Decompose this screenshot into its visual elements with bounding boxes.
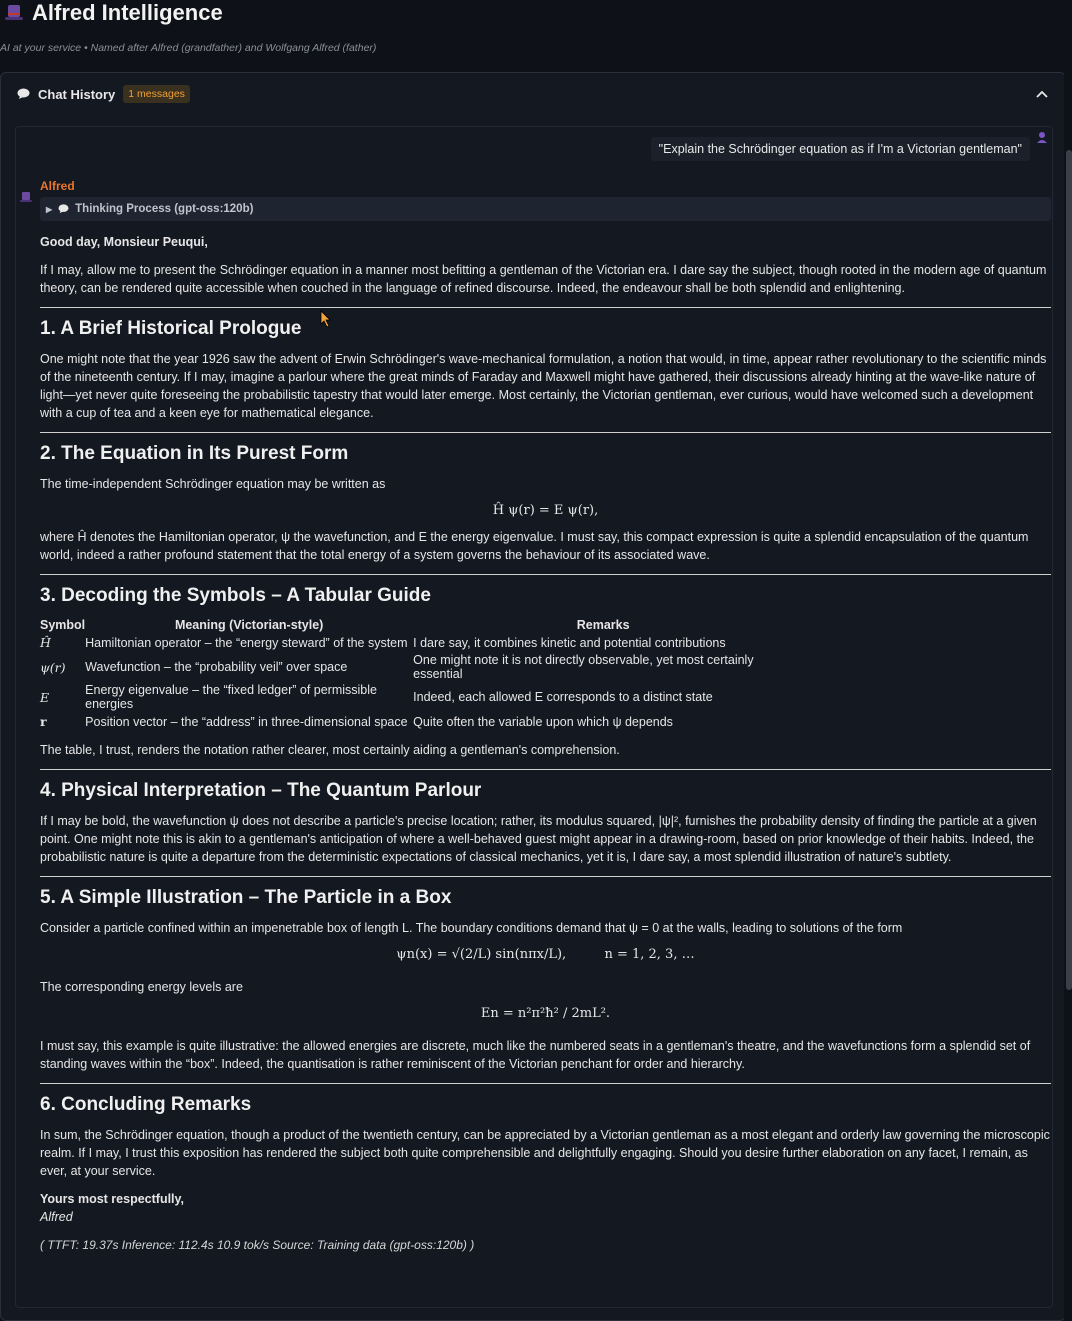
app-title xyxy=(4,0,223,26)
message-count-badge: 1 messages xyxy=(123,85,190,103)
divider xyxy=(40,769,1051,770)
table-cell: Wavefunction – the “probability veil” over space xyxy=(85,660,348,674)
section-paragraph: If I may be bold, the wavefunction ψ does not describe a particle's precise location; rather, its modulus squared, |ψ|², furnishes the probability density of finding the particle at a given point. One might note this is akin to a gentleman's anticipation of where a well-behaved guest might appear in a drawing-room, based on prior knowledge of their habits. Indeed, the probabilistic nature is quite a departure from the deterministic expectations of classical mechanics, yet it is, I dare say, a most splendid illustration of nature's subtlety. xyxy=(40,814,1037,864)
table-cell: E xyxy=(40,689,50,705)
user-message-row xyxy=(16,127,1052,169)
section-heading: 2. The Equation in Its Purest Form xyxy=(40,443,349,464)
table-row xyxy=(40,633,793,652)
top-hat-icon xyxy=(4,3,24,23)
intro-paragraph: If I may, allow me to present the Schrödinger equation in a manner most befitting a gentleman of the Victorian era. I dare say the subject, though rooted in the modern age of quantum theory, can be rendered quite accessible when couched in the language of refined discourse. Indeed, the endeavour shall be both splendid and enlightening. xyxy=(40,263,1047,295)
divider xyxy=(40,1083,1051,1084)
section-heading: 1. A Brief Historical Prologue xyxy=(40,318,302,339)
chat-history-header[interactable] xyxy=(17,85,190,103)
greeting: Good day, Monsieur Peuqui, xyxy=(40,235,208,249)
assistant-name: Alfred xyxy=(40,179,75,193)
speech-bubble-icon xyxy=(17,88,30,100)
inference-stats: ( TTFT: 19.37s Inference: 112.4s 10.9 tok/s Source: Training data (gpt-oss:120b) ) xyxy=(40,1238,475,1252)
section-paragraph: I must say, this example is quite illustrative: the allowed energies are discrete, much like the numbered seats in a gentleman's theatre, and the wavefunctions form a splendid set of standing waves within the “box”. Indeed, the quantisation is rather reminiscent of the Victorian penchant for order and hierarchy. xyxy=(40,1039,1031,1071)
equation xyxy=(40,947,1051,962)
assistant-message xyxy=(40,179,1051,1252)
table-cell: Quite often the variable upon which ψ depends xyxy=(413,714,673,729)
section-paragraph: One might note that the year 1926 saw the advent of Erwin Schrödinger's wave-mechanical formulation, a notion that would, in time, appear rather revolutionary to the scientific minds of the nineteenth century. If I may, imagine a parlour where the great minds of Faraday and Maxwell might have gathered, their discussions already hinting at the wave-like nature of light—yet never quite foreseeing the probabilistic tapestry that would later emerge. Most certainly, the Victorian gentleman, ever curious, would have welcomed such a development with a cup of tea and a keen eye for mathematical elegance. xyxy=(40,352,1047,420)
signature: Alfred xyxy=(40,1210,73,1224)
thinking-process-toggle[interactable] xyxy=(40,197,1051,221)
symbol-table xyxy=(40,617,793,731)
equation-rhs: n = 1, 2, 3, … xyxy=(604,947,695,962)
divider xyxy=(40,307,1051,308)
section-paragraph: The time-independent Schrödinger equation may be written as xyxy=(40,477,386,491)
table-cell: Ĥ xyxy=(40,635,51,650)
section-heading: 5. A Simple Illustration – The Particle in a Box xyxy=(40,887,452,908)
app-header xyxy=(0,0,1072,72)
expand-triangle-icon: ▶ xyxy=(46,204,53,214)
section-paragraph: The corresponding energy levels are xyxy=(40,980,243,994)
table-header: Meaning (Victorian-style) xyxy=(174,618,324,632)
page-scrollbar[interactable] xyxy=(1064,70,1072,1319)
thinking-label: Thinking Process (gpt-oss:120b) xyxy=(75,203,254,215)
equation-lhs: ψn(x) = √(2/L) sin(nπx/L), xyxy=(396,947,567,962)
assistant-avatar-icon xyxy=(20,191,32,203)
section-paragraph: where Ĥ denotes the Hamiltonian operator, ψ the wavefunction, and E the energy eigenvalue. I must say, this compact expression is quite a splendid encapsulation of the quantum world, indeed a rather profound statement that the total energy of a system governs the behaviour of its associated wave. xyxy=(40,530,1029,562)
chat-messages-container[interactable] xyxy=(15,126,1053,1308)
table-cell: Position vector – the “address” in three-dimensional space xyxy=(85,714,408,729)
app-title-text: Alfred Intelligence xyxy=(32,0,223,25)
table-header: Symbol xyxy=(40,618,86,632)
chat-history-label: Chat History xyxy=(38,86,116,102)
equation: Ĥ ψ(r) = E ψ(r), xyxy=(492,503,599,518)
user-message: "Explain the Schrödinger equation as if I'm a Victorian gentleman" xyxy=(651,137,1030,161)
section-paragraph: In sum, the Schrödinger equation, though a product of the twentieth century, can be appreciated by a Victorian gentleman as a most elegant and orderly law governing the microscopic realm. If I may, I trust this exposition has rendered the subject both quite comprehensible and delightfully engaging. Should you desire further elaboration on any facet, I remain, as ever, at your service. xyxy=(40,1128,1050,1178)
divider xyxy=(40,432,1051,433)
section-heading: 6. Concluding Remarks xyxy=(40,1094,252,1115)
table-header: Remarks xyxy=(576,618,630,632)
signoff: Yours most respectfully, xyxy=(40,1192,185,1206)
section-heading: 4. Physical Interpretation – The Quantum Parlour xyxy=(40,780,482,801)
table-cell: One might note it is not directly observable, yet most certainly essential xyxy=(413,653,754,681)
table-cell: ψ(r) xyxy=(40,659,66,675)
table-cell: Indeed, each allowed E corresponds to a distinct state xyxy=(413,690,713,704)
chevron-up-icon[interactable] xyxy=(1035,87,1049,101)
table-cell: r xyxy=(40,714,47,729)
section-paragraph: Consider a particle confined within an impenetrable box of length L. The boundary conditions demand that ψ = 0 at the walls, leading to solutions of the form xyxy=(40,921,903,935)
equation: En = n²π²ħ² / 2mL². xyxy=(480,1006,611,1021)
speech-bubble-icon xyxy=(58,204,69,214)
mouse-cursor-icon xyxy=(320,310,332,328)
chat-history-panel xyxy=(0,72,1066,1321)
app-subtitle: AI at your service • Named after Alfred (grandfather) and Wolfgang Alfred (father) xyxy=(0,42,377,54)
divider xyxy=(40,574,1051,575)
section-paragraph: The table, I trust, renders the notation rather clearer, most certainly aiding a gentleman's comprehension. xyxy=(40,743,620,757)
section-heading: 3. Decoding the Symbols – A Tabular Guide xyxy=(40,585,431,606)
table-cell: I dare say, it combines kinetic and potential contributions xyxy=(413,635,726,650)
table-cell: Energy eigenvalue – the “fixed ledger” of permissible energies xyxy=(85,683,377,711)
user-avatar-icon xyxy=(1036,131,1048,143)
divider xyxy=(40,876,1051,877)
table-row xyxy=(40,712,793,731)
scrollbar-thumb[interactable] xyxy=(1066,150,1072,990)
table-row xyxy=(40,652,793,682)
table-cell: Hamiltonian operator – the “energy steward” of the system xyxy=(85,635,408,650)
table-row xyxy=(40,682,793,712)
